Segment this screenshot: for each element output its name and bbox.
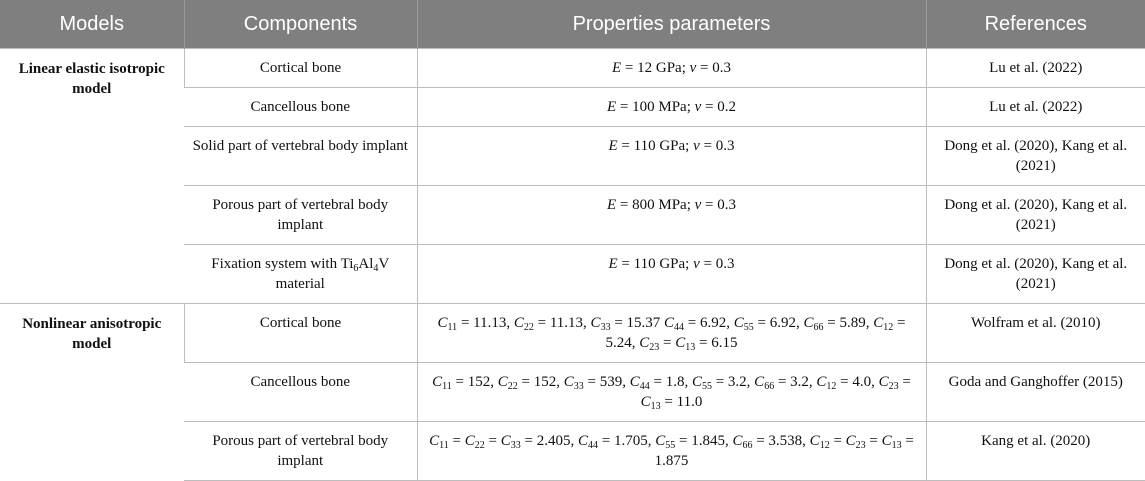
properties-cell: $C_{11} = 11.13$, $C_{22} = 11.13$, $C_{33} = 15.37$ $C_{44} = 6.92$, $C_{55} = 6.92$, $C_{66} = 5.89$, $C_{12} = 5.24$, $C_{23} = C_{13} = 6.15$	[417, 304, 926, 363]
header-components: Components	[184, 0, 417, 49]
reference-cell: Lu et al. (2022)	[926, 49, 1145, 88]
table-row	[0, 49, 1145, 88]
reference-cell: Goda and Ganghoffer (2015)	[926, 363, 1145, 422]
component-cell: Porous part of vertebral body implant	[184, 422, 417, 481]
properties-cell: E = 100 MPa; ν = 0.2	[417, 88, 926, 127]
reference-cell: Lu et al. (2022)	[926, 88, 1145, 127]
component-cell: Cortical bone	[184, 304, 417, 363]
model-linear-elastic: Linear elastic isotropic model	[0, 49, 184, 304]
component-cell: Fixation system with $Ti_6Al_4V$ material	[184, 245, 417, 304]
header-row	[0, 0, 1145, 49]
header-references: References	[926, 0, 1145, 49]
component-cell: Solid part of vertebral body implant	[184, 127, 417, 186]
properties-cell: $C_{11} = 152$, $C_{22} = 152$, $C_{33} = 539$, $C_{44} = 1.8$, $C_{55} = 3.2$, $C_{66} = 3.2$, $C_{12} = 4.0$, $C_{23} = C_{13} = 11.0$	[417, 363, 926, 422]
header-properties: Properties parameters	[417, 0, 926, 49]
component-cell: Cortical bone	[184, 49, 417, 88]
properties-cell: $C_{11} = C_{22} = C_{33} = 2.405$, $C_{44} = 1.705$, $C_{55} = 1.845$, $C_{66} = 3.538$, $C_{12} = C_{23} = C_{13} = 1.875$	[417, 422, 926, 481]
reference-cell: Dong et al. (2020), Kang et al. (2021)	[926, 127, 1145, 186]
component-cell: Cancellous bone	[184, 363, 417, 422]
properties-cell: E = 110 GPa; ν = 0.3	[417, 245, 926, 304]
properties-cell: E = 800 MPa; ν = 0.3	[417, 186, 926, 245]
model-nonlinear-anisotropic: Nonlinear anisotropic model	[0, 304, 184, 481]
reference-cell: Kang et al. (2020)	[926, 422, 1145, 481]
table-row	[0, 304, 1145, 363]
properties-cell: E = 12 GPa; ν = 0.3	[417, 49, 926, 88]
component-cell: Cancellous bone	[184, 88, 417, 127]
reference-cell: Dong et al. (2020), Kang et al. (2021)	[926, 245, 1145, 304]
component-cell: Porous part of vertebral body implant	[184, 186, 417, 245]
reference-cell: Wolfram et al. (2010)	[926, 304, 1145, 363]
reference-cell: Dong et al. (2020), Kang et al. (2021)	[926, 186, 1145, 245]
header-models: Models	[0, 0, 184, 49]
properties-cell: E = 110 GPa; ν = 0.3	[417, 127, 926, 186]
